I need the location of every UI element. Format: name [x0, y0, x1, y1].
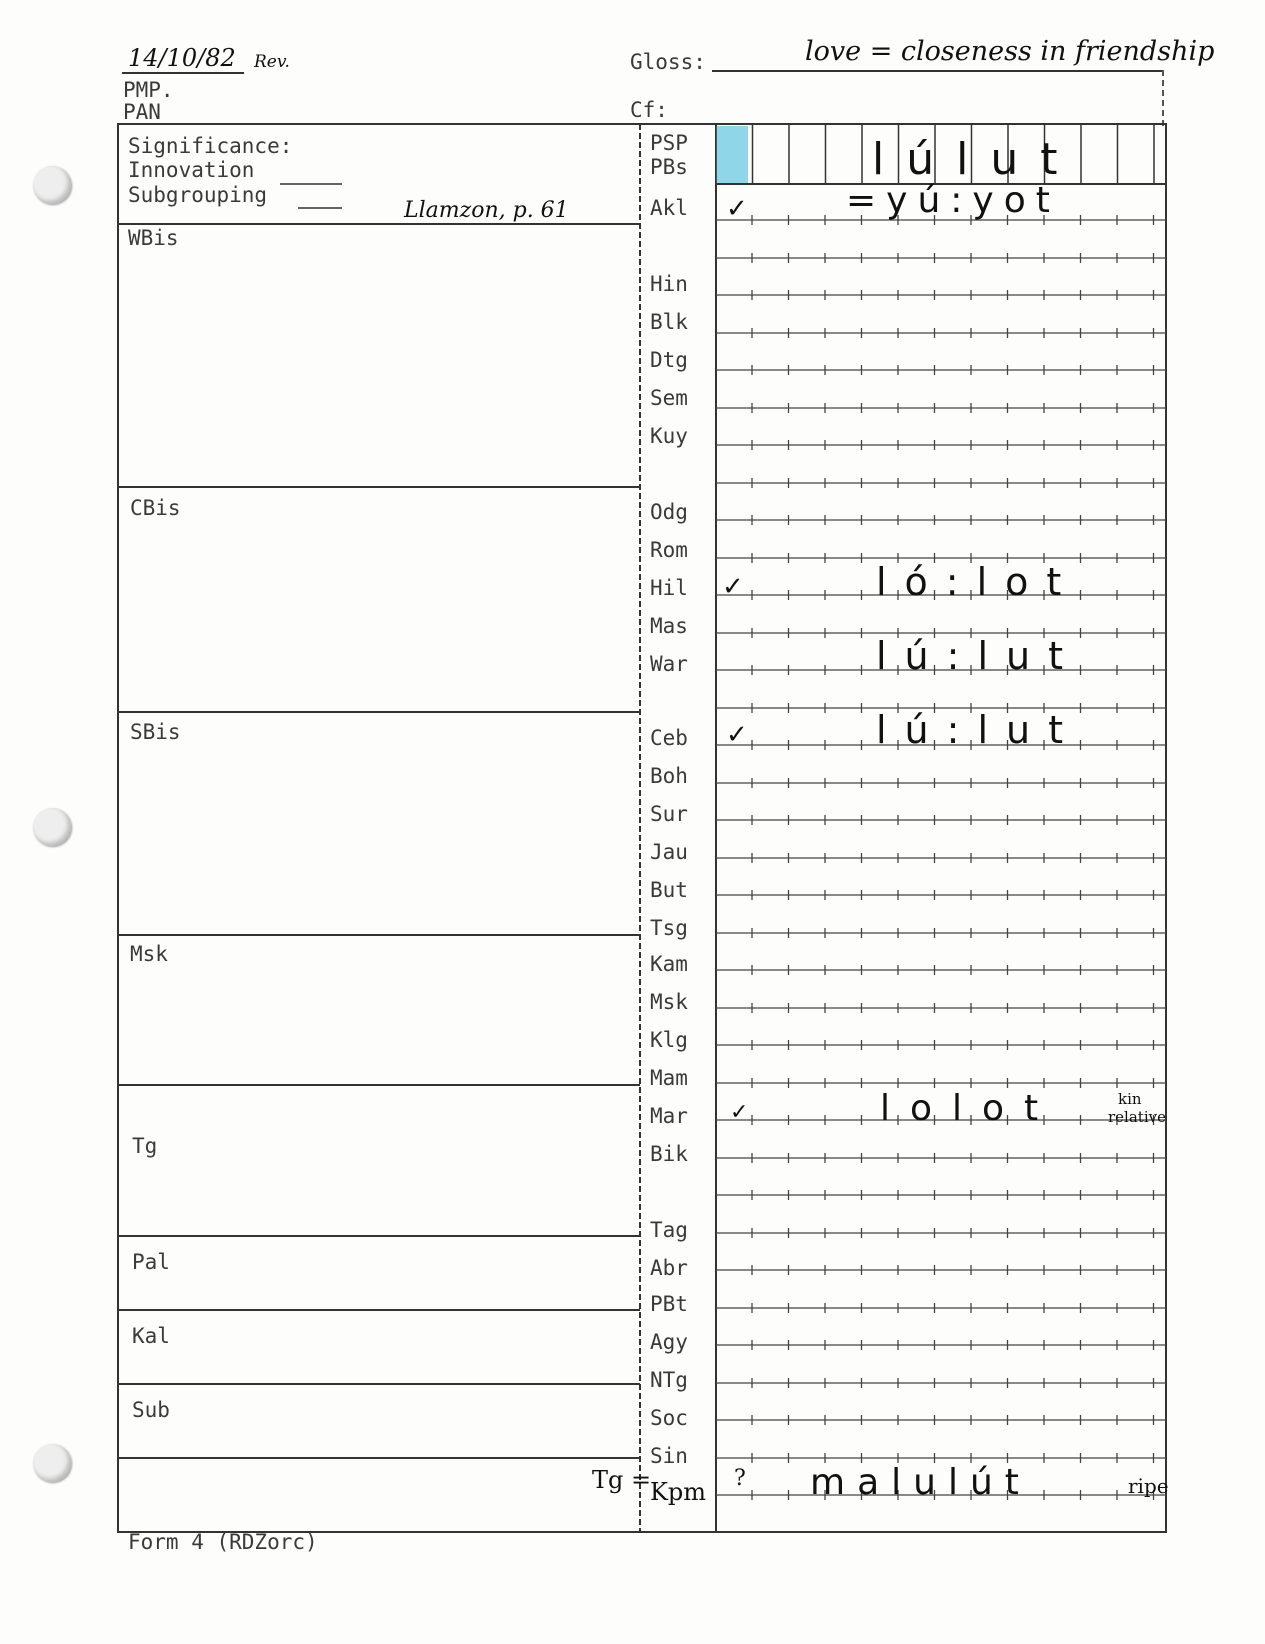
tg-equals-note: Tg =	[592, 1466, 652, 1494]
akl-check: ✓	[726, 194, 748, 224]
lang-code-blk: Blk	[650, 310, 688, 334]
akl-form: =yú:yot	[846, 180, 1060, 221]
mar-note-relative: relative	[1108, 1108, 1166, 1126]
group-label-tg: Tg	[132, 1134, 158, 1158]
rev-label: Rev.	[254, 52, 290, 72]
date-field: 14/10/82	[128, 44, 236, 72]
pmp-label: PMP.	[123, 78, 174, 102]
mar-check: ✓	[730, 1100, 749, 1125]
cf-label: Cf:	[630, 98, 668, 122]
kpm-form: malulút	[810, 1462, 1031, 1503]
lang-code-kpm: Kpm	[650, 1478, 707, 1506]
form-footer: Form 4 (RDZorc)	[128, 1530, 318, 1554]
lang-code-pbt: PBt	[650, 1292, 688, 1316]
kpm-note-ripe: ripe	[1128, 1474, 1169, 1498]
ceb-form: lú:lut	[876, 708, 1081, 752]
subgrouping-label: Subgrouping	[128, 183, 268, 207]
kpm-question-mark: ?	[734, 1466, 746, 1491]
lang-code-mas: Mas	[650, 614, 688, 638]
lang-code-but: But	[650, 878, 688, 902]
lang-code-tsg: Tsg	[650, 916, 688, 940]
lang-code-tag: Tag	[650, 1218, 688, 1242]
lang-code-mam: Mam	[650, 1066, 688, 1090]
lang-code-pbs: PBs	[650, 155, 688, 179]
lang-code-war: War	[650, 652, 688, 676]
lang-code-sur: Sur	[650, 802, 688, 826]
lang-code-ntg: NTg	[650, 1368, 688, 1392]
lang-code-kam: Kam	[650, 952, 688, 976]
lang-code-rom: Rom	[650, 538, 688, 562]
lang-code-soc: Soc	[650, 1406, 688, 1430]
lang-code-hil: Hil	[650, 576, 688, 600]
innovation-label: Innovation	[128, 158, 255, 182]
lang-code-psp: PSP	[650, 131, 688, 155]
group-label-sbis: SBis	[130, 720, 181, 744]
significance-label: Significance:	[128, 134, 293, 158]
lang-code-sin: Sin	[650, 1444, 688, 1468]
hil-form: ló:lot	[876, 560, 1080, 604]
lang-code-jau: Jau	[650, 840, 688, 864]
lang-code-mar: Mar	[650, 1104, 688, 1128]
lang-code-odg: Odg	[650, 500, 688, 524]
war-form: lú:lut	[876, 634, 1081, 678]
lang-code-akl: Akl	[650, 196, 688, 220]
lang-code-abr: Abr	[650, 1256, 688, 1280]
group-label-pal: Pal	[132, 1250, 170, 1274]
gloss-value: love = closeness in friendship	[805, 36, 1215, 67]
lang-code-sem: Sem	[650, 386, 688, 410]
lang-code-agy: Agy	[650, 1330, 688, 1354]
lang-code-bik: Bik	[650, 1142, 688, 1166]
lang-code-boh: Boh	[650, 764, 688, 788]
mar-form: lolot	[880, 1088, 1059, 1129]
lang-code-klg: Klg	[650, 1028, 688, 1052]
group-label-kal: Kal	[132, 1324, 170, 1348]
pan-label: PAN	[123, 100, 161, 124]
lang-code-kuy: Kuy	[650, 424, 688, 448]
group-label-sub: Sub	[132, 1398, 170, 1422]
group-label-msk: Msk	[130, 942, 168, 966]
gloss-label: Gloss:	[630, 50, 706, 74]
mar-note-kin: kin	[1118, 1090, 1142, 1108]
lang-code-ceb: Ceb	[650, 726, 688, 750]
group-label-cbis: CBis	[130, 496, 181, 520]
lang-code-dtg: Dtg	[650, 348, 688, 372]
lang-code-hin: Hin	[650, 272, 688, 296]
hil-check: ✓	[722, 572, 744, 602]
ceb-check: ✓	[726, 720, 748, 750]
source-reference: Llamzon, p. 61	[404, 198, 569, 223]
group-label-wbis: WBis	[128, 226, 179, 250]
lang-code-msk: Msk	[650, 990, 688, 1014]
psp-reconstruction: lúlut	[872, 134, 1080, 185]
